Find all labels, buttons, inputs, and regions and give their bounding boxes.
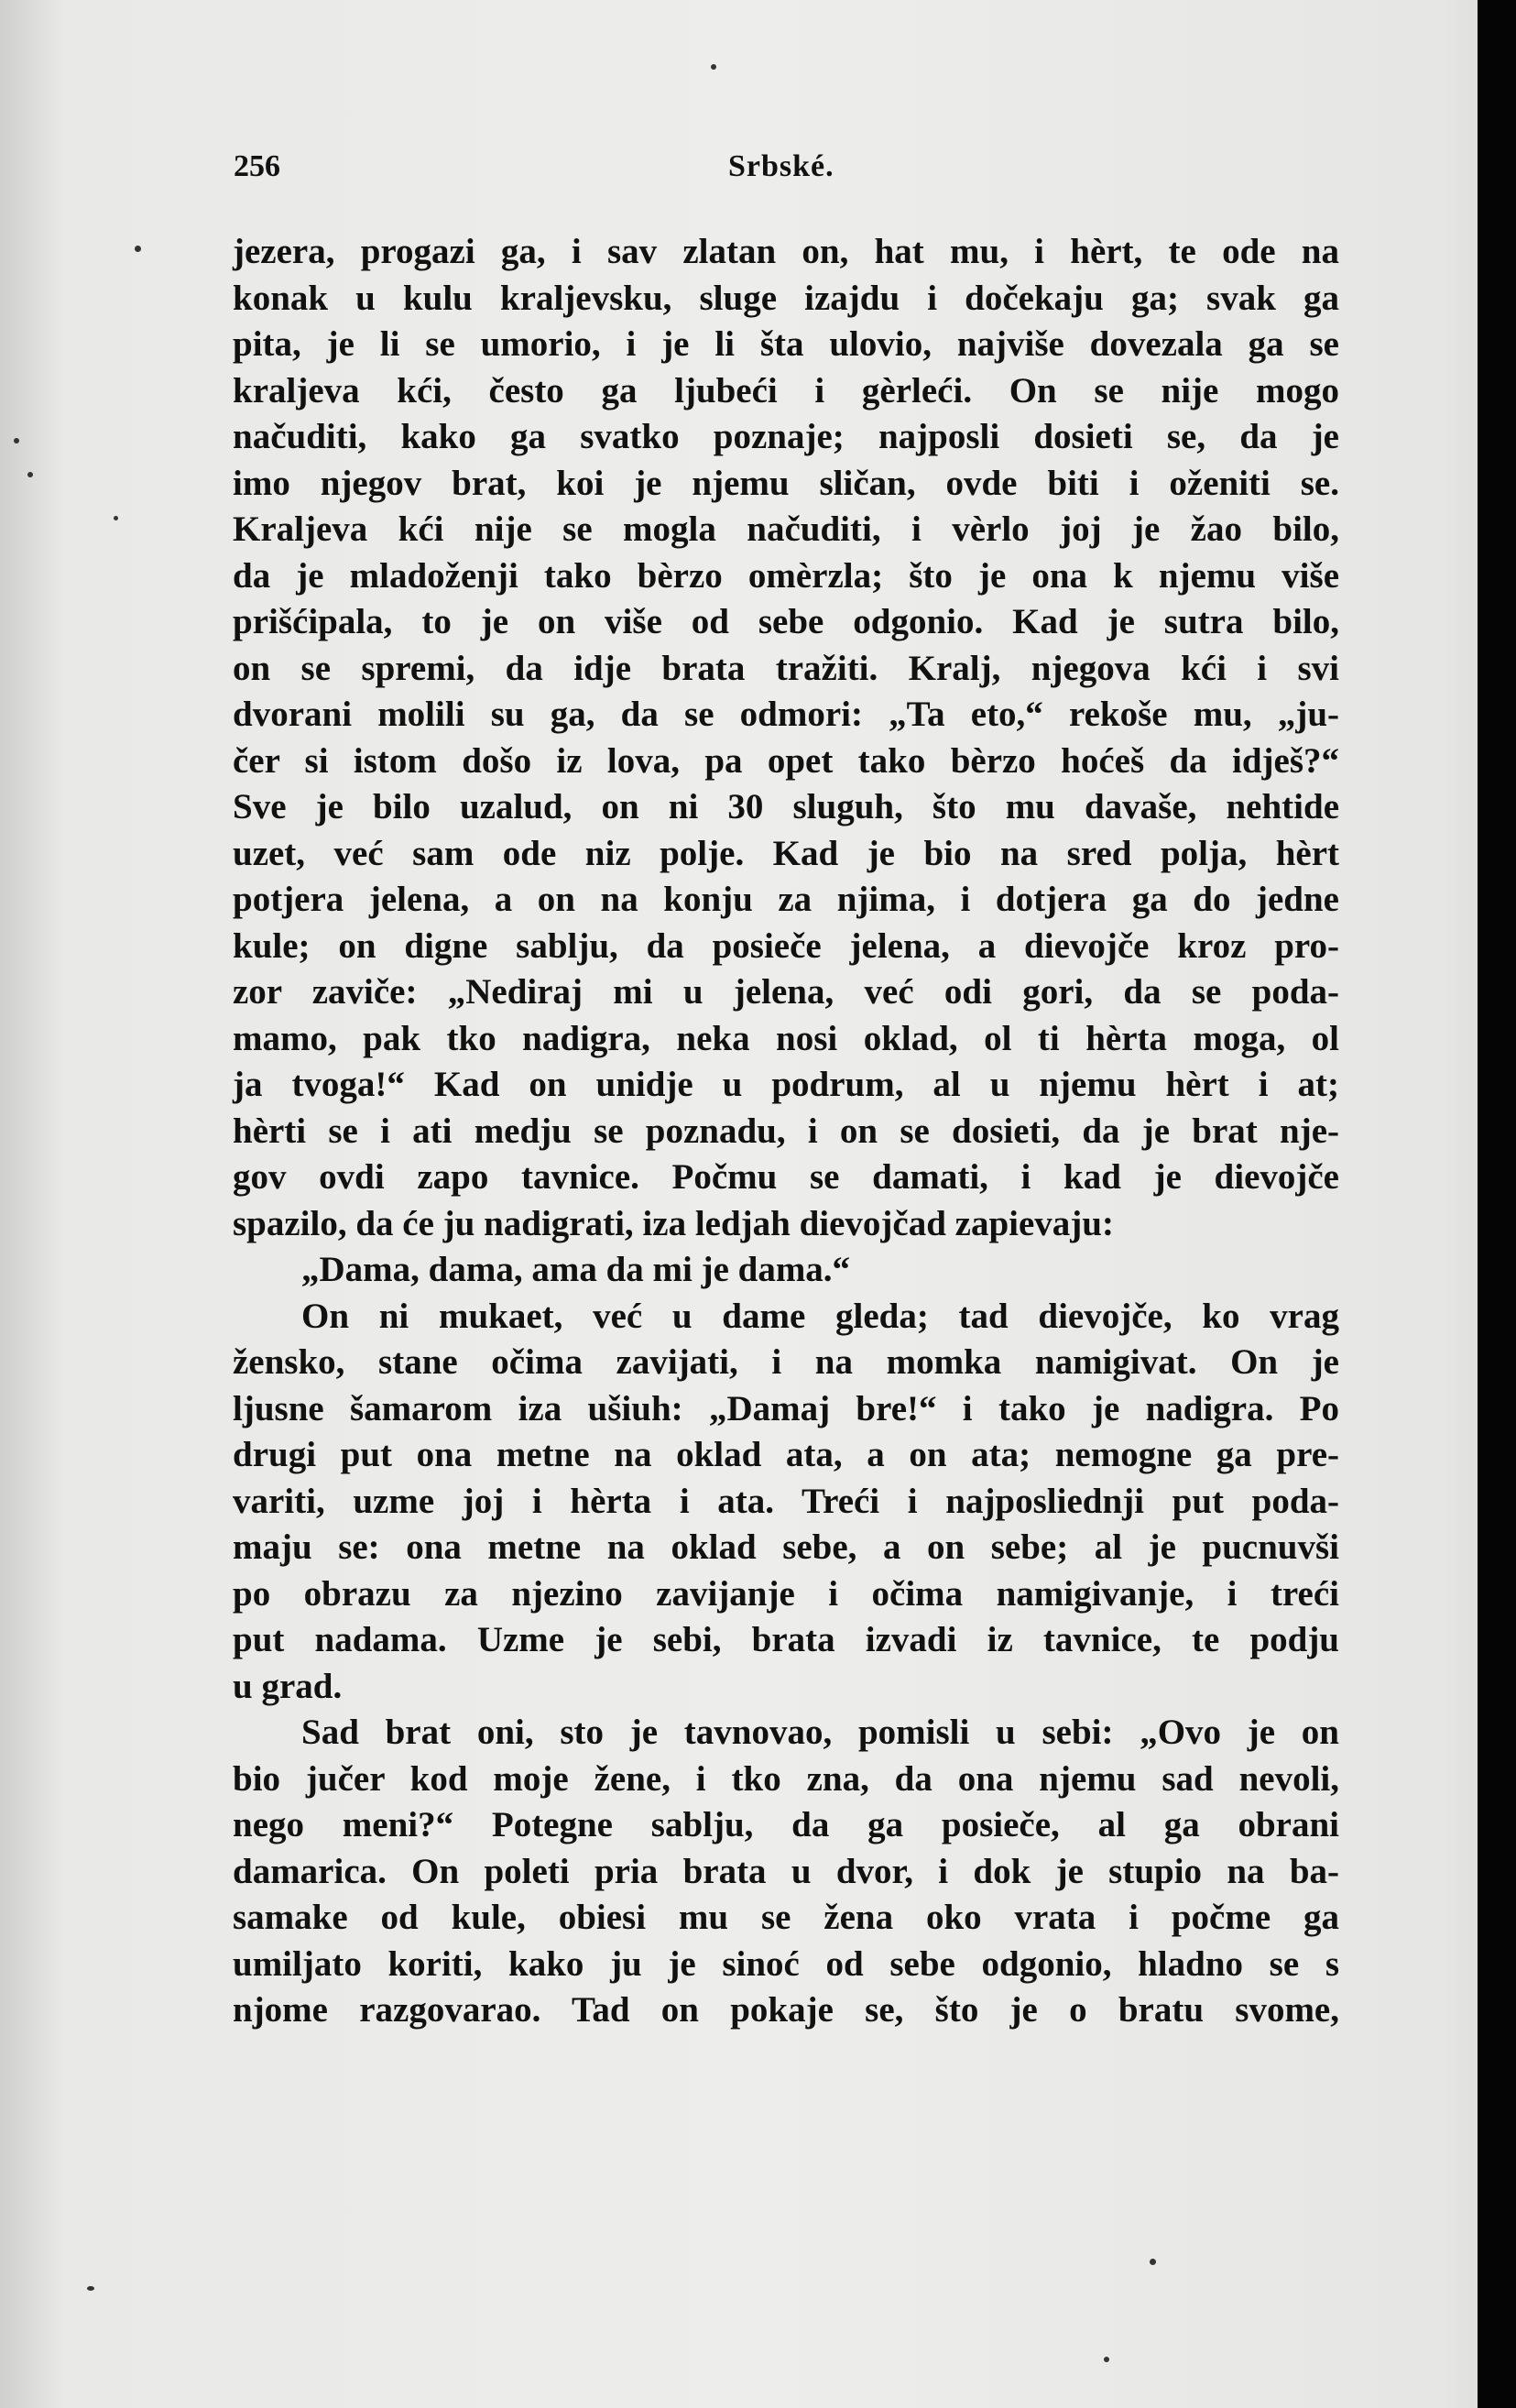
text-line: po obrazu za njezino zavijanje i očima namigivanje, i treći — [233, 1573, 1339, 1614]
text-line: damarica. On poleti pria brata u dvor, i dok je stupio na ba- — [233, 1851, 1339, 1891]
text-line: da je mladoženji tako bèrzo omèrzla; što je ona k njemu više — [233, 555, 1339, 596]
text-line: maju se: ona metne na oklad sebe, a on sebe; al je pucnuvši — [233, 1527, 1339, 1567]
text-line: čer si istom došo iz lova, pa opet tako bèrzo hoćeš da idješ?“ — [233, 740, 1339, 781]
scan-speck — [14, 438, 19, 443]
scan-edge — [1478, 0, 1516, 2408]
text-line: pita, je li se umorio, i je li šta ulovio, najviše dovezala ga se — [233, 324, 1339, 364]
scan-speck — [87, 2286, 94, 2291]
text-line: njome razgovarao. Tad on pokaje se, što je o bratu svome, — [233, 1990, 1339, 2030]
scan-speck — [114, 516, 118, 520]
text-line: potjera jelena, a on na konju za njima, i dotjera ga do jedne — [233, 880, 1339, 919]
page-number: 256 — [234, 149, 280, 183]
text-line: dvorani molili su ga, da se odmori: „Ta eto,“ rekoše mu, „ju- — [233, 695, 1339, 734]
text-line: načuditi, kako ga svatko poznaje; najposli dosieti se, da je — [233, 417, 1339, 456]
text-line: drugi put ona metne na oklad ata, a on ata; nemogne ga pre- — [233, 1435, 1339, 1474]
text-line: „Dama, dama, ama da mi je dama.“ — [301, 1250, 851, 1289]
text-line: zor zaviče: „Nediraj mi u jelena, već odi gori, da se poda- — [233, 972, 1339, 1012]
text-line: hèrti se i ati medju se poznadu, i on se dosieti, da je brat nje- — [233, 1111, 1339, 1151]
text-line: mamo, pak tko nadigra, neka nosi oklad, ol ti hèrta moga, ol — [233, 1018, 1339, 1058]
text-line: put nadama. Uzme je sebi, brata izvadi iz tavnice, te podju — [233, 1620, 1339, 1659]
scan-speck — [1150, 2259, 1156, 2265]
scan-speck — [135, 246, 141, 252]
page-header — [234, 149, 1351, 195]
scan-speck — [27, 472, 33, 477]
body-text — [233, 229, 1339, 2034]
text-line: samake od kule, obiesi mu se žena oko vrata i počme ga — [233, 1898, 1339, 1937]
text-line: nego meni?“ Potegne sablju, da ga posieče, al ga obrani — [233, 1805, 1339, 1844]
text-line: variti, uzme joj i hèrta i ata. Treći i najposliednji put poda- — [233, 1481, 1339, 1521]
text-line: Sad brat oni, sto je tavnovao, pomisli u sebi: „Ovo je on — [301, 1713, 1339, 1752]
text-line: On ni mukaet, već u dame gleda; tad dievojče, ko vrag — [301, 1296, 1339, 1336]
text-line: jezera, progazi ga, i sav zlatan on, hat mu, i hèrt, te ode na — [233, 232, 1339, 271]
text-line: ja tvoga!“ Kad on unidje u podrum, al u njemu hèrt i at; — [233, 1065, 1339, 1104]
scan-speck — [711, 64, 716, 70]
text-line: umiljato koriti, kako ju je sinoć od sebe odgonio, hladno se s — [233, 1943, 1339, 1984]
text-line: prišćipala, to je on više od sebe odgonio. Kad je sutra bilo, — [233, 602, 1339, 641]
text-line: u grad. — [233, 1666, 343, 1706]
text-line: imo njegov brat, koi je njemu sličan, ovde biti i oženiti se. — [233, 463, 1339, 503]
text-line: uzet, već sam ode niz polje. Kad je bio na sred polja, hèrt — [233, 833, 1339, 873]
text-line: kule; on digne sablju, da posieče jelena, a dievojče kroz pro- — [233, 925, 1339, 966]
running-head: Srbské. — [728, 149, 834, 183]
text-line: Sve je bilo uzalud, on ni 30 sluguh, što mu davaše, nehtide — [233, 787, 1339, 826]
text-line: kraljeva kći, često ga ljubeći i gèrleći. On se nije mogo — [233, 370, 1339, 410]
text-line: spazilo, da će ju nadigrati, iza ledjah dievojčad zapievaju: — [233, 1203, 1114, 1243]
text-line: konak u kulu kraljevsku, sluge izajdu i dočekaju ga; svak ga — [233, 278, 1339, 318]
text-line: on se spremi, da idje brata tražiti. Kralj, njegova kći i svi — [233, 648, 1339, 688]
text-line: žensko, stane očima zavijati, i na momka namigivat. On je — [233, 1342, 1339, 1382]
text-line: gov ovdi zapo tavnice. Počmu se damati, i kad je dievojče — [233, 1157, 1339, 1197]
scan-speck — [1104, 2357, 1109, 2362]
text-line: ljusne šamarom iza ušiuh: „Damaj bre!“ i tako je nadigra. Po — [233, 1388, 1339, 1428]
text-line: Kraljeva kći nije se mogla načuditi, i vèrlo joj je žao bilo, — [233, 509, 1339, 549]
text-line: bio jučer kod moje žene, i tko zna, da ona njemu sad nevoli, — [233, 1758, 1339, 1799]
